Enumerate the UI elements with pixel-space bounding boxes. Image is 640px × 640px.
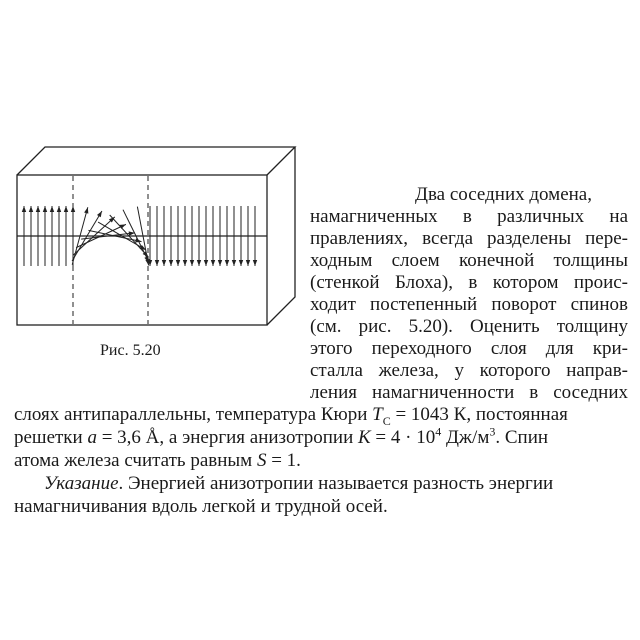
text-line-13: атома железа считать равным S = 1.	[14, 450, 301, 471]
spin-arrowhead	[253, 260, 257, 266]
spin-arrowhead	[218, 260, 222, 266]
text-line-10: ления намагниченности в соседних	[310, 382, 628, 403]
text-line-6: ходит постепенный поворот спинов	[310, 294, 628, 315]
block-right-face	[267, 147, 295, 325]
spin-arrowhead	[50, 206, 54, 212]
hint-line-1: Указание. Энергией анизотропии называется разность энергии	[44, 473, 554, 494]
text-line-4: ходным слоем конечной толщины	[310, 250, 628, 271]
spin-arrowhead	[162, 260, 166, 266]
spin-arrowhead	[204, 260, 208, 266]
spin-arrowhead	[176, 260, 180, 266]
text-line-11: слоях антипараллельны, температура Кюри $T_C = 1043$ К, постоянная	[14, 404, 568, 428]
text-line-2: намагниченных в различных на	[310, 206, 628, 227]
bloch-wall-figure	[10, 140, 300, 330]
text-line-12: решетки a = 3,6 Å, а энергия анизотропии $K = 4 \cdot 10^4$ $Дж/м^3$. Спин	[14, 424, 549, 448]
spin-arrowhead	[239, 260, 243, 266]
spin-arrowhead	[97, 211, 102, 217]
text-line-3: правлениях, всегда разделены пере-	[310, 228, 628, 249]
hint-label: Указание	[44, 473, 119, 494]
spin-arrowhead	[246, 260, 250, 266]
spin-arrowhead	[29, 206, 33, 212]
block-top-face	[17, 147, 295, 175]
spin-arrowhead	[155, 260, 159, 266]
text-line-1: Два соседних домена,	[415, 184, 592, 205]
spin-arrowhead	[183, 260, 187, 266]
spin-arrowhead	[36, 206, 40, 212]
spin-arrowhead	[84, 207, 88, 213]
spin-arrowhead	[169, 260, 173, 266]
spin-arrowhead	[197, 260, 201, 266]
spin-arrowhead	[190, 260, 194, 266]
spin-arrowhead	[43, 206, 47, 212]
spin-arrowhead	[64, 206, 68, 212]
hint-line-2: намагничивания вдоль легкой и трудной осей.	[14, 496, 388, 517]
spin-arrowhead	[232, 260, 236, 266]
figure-caption: Рис. 5.20	[100, 342, 161, 359]
spin-arrowhead	[211, 260, 215, 266]
spin-arrowhead	[57, 206, 61, 212]
spin-arrowhead	[22, 206, 26, 212]
text-line-7: (см. рис. 5.20). Оценить толщину	[310, 316, 628, 337]
text-line-9: сталла железа, у которого направ-	[310, 360, 628, 381]
spin-arrowhead	[225, 260, 229, 266]
text-line-5: (стенкой Блоха), в котором проис-	[310, 272, 628, 293]
text-line-8: этого переходного слоя для кри-	[310, 338, 628, 359]
spin-arrowhead	[71, 206, 75, 212]
